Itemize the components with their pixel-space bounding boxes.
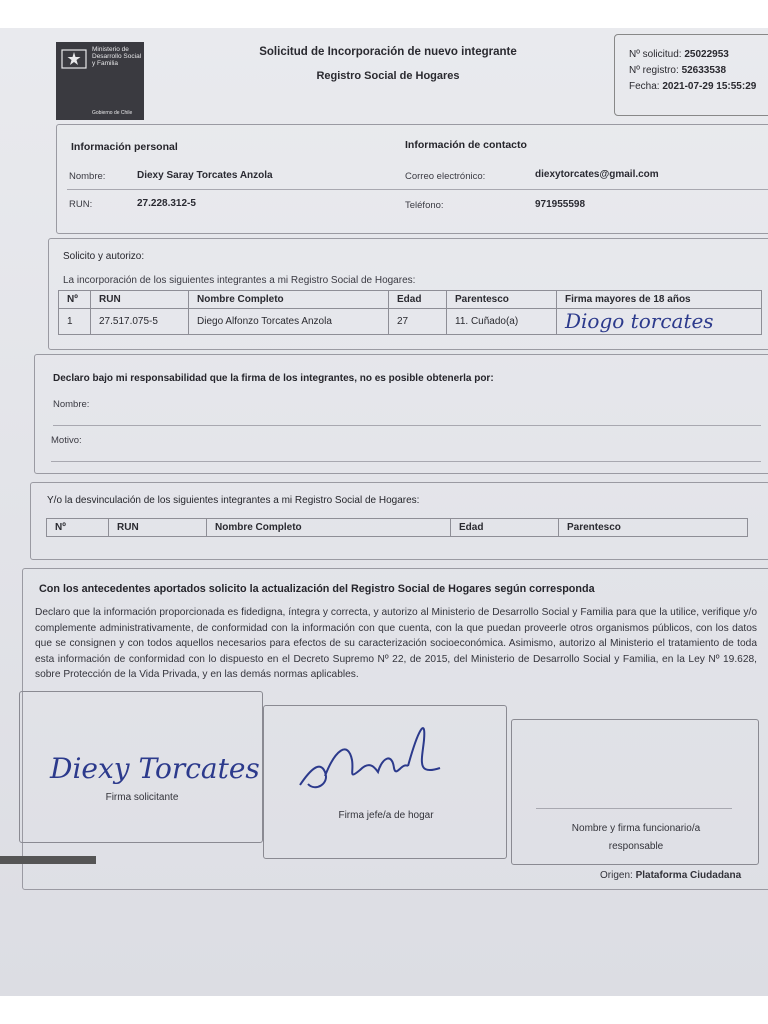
funcionario-signature-line — [536, 808, 732, 809]
request-date: Fecha: 2021-07-29 15:55:29 — [629, 81, 757, 92]
member-signature: Diogo torcates — [565, 309, 714, 333]
table-header-row — [59, 291, 762, 309]
request-intro: La incorporación de los siguientes integrantes a mi Registro Social de Hogares: — [63, 275, 416, 286]
update-heading: Con los antecedentes aportados solicito la actualización del Registro Social de Hogares según corresponda — [39, 583, 595, 595]
phone-label: Teléfono: — [405, 200, 444, 211]
cell-firma — [557, 309, 762, 335]
run-label: RUN: — [69, 199, 93, 210]
unlink-heading: Y/o la desvinculación de los siguientes integrantes a mi Registro Social de Hogares: — [47, 495, 420, 506]
unlink-col-edad: Edad — [451, 519, 559, 537]
nombre-value: Diexy Saray Torcates Anzola — [137, 170, 273, 181]
cell-numero: 1 — [59, 309, 91, 335]
solicitante-label: Firma solicitante — [105, 792, 179, 803]
unlink-col-numero: Nº — [47, 519, 109, 537]
personal-info-section — [56, 124, 768, 234]
funcionario-label: Nombre y firma funcionario/a responsable — [571, 823, 701, 852]
integrantes-table — [58, 290, 762, 335]
funcionario-signature-box — [511, 719, 759, 865]
personal-info-heading: Información personal — [71, 141, 178, 153]
unlink-col-nombre: Nombre Completo — [207, 519, 451, 537]
request-heading: Solicito y autorizo: — [63, 251, 145, 262]
jefe-label: Firma jefe/a de hogar — [338, 810, 434, 821]
cell-nombre: Diego Alfonzo Torcates Anzola — [189, 309, 389, 335]
col-edad: Edad — [389, 291, 447, 309]
declaration-motivo-line — [51, 461, 761, 462]
cell-edad: 27 — [389, 309, 447, 335]
chilean-shield-icon — [61, 48, 87, 70]
table-row — [59, 309, 762, 335]
cell-run: 27.517.075-5 — [91, 309, 189, 335]
document-title: Solicitud de Incorporación de nuevo integrante — [259, 46, 517, 58]
legal-paragraph: Declaro que la información proporcionada es fidedigna, íntegra y correcta, y autorizo al Ministerio de Desarrollo Social y Familia para que la utilice, verifique y/o complemente administrativamente, de conformidad con la información con que cuenta, con la que puedan proveerle otros organismos públicos, con los datos que se consignen y con todos aquellos necesarios para efectos de su caracterización socioeconómica. Asimismo, autorizo al Ministerio el tratamiento de toda esta información de conformidad con lo dispuesto en el Decreto Supremo Nº 22, de 2015, del Ministerio de Desarrollo Social y Familia, en la Ley Nº 19.628, sobre Protección de la Vida Privada, y en las demás normas aplicables. — [35, 607, 757, 680]
divider — [67, 189, 768, 190]
government-name: Gobierno de Chile — [92, 110, 133, 116]
col-run: RUN — [91, 291, 189, 309]
scan-edge-bar — [0, 856, 96, 864]
document-page — [0, 28, 768, 996]
update-section — [22, 568, 768, 890]
col-numero: Nº — [59, 291, 91, 309]
cell-parentesco: 11. Cuñado(a) — [447, 309, 557, 335]
declaration-heading: Declaro bajo mi responsabilidad que la firma de los integrantes, no es posible obtenerla por: — [53, 373, 494, 384]
solicitud-number: Nº solicitud: 25022953 — [629, 49, 729, 60]
request-meta-box — [614, 34, 768, 116]
declaration-motivo-label: Motivo: — [51, 435, 82, 446]
document-subtitle: Registro Social de Hogares — [316, 70, 460, 82]
origin-text: Origen: Plataforma Ciudadana — [600, 870, 742, 881]
unlink-col-run: RUN — [109, 519, 207, 537]
jefe-signature — [290, 710, 450, 810]
run-value: 27.228.312-5 — [137, 198, 196, 209]
declaration-nombre-label: Nombre: — [53, 399, 90, 410]
unlink-table — [46, 518, 748, 537]
declaration-nombre-line — [53, 425, 761, 426]
solicitante-signature-box — [19, 691, 263, 843]
declaration-section — [34, 354, 768, 474]
unlink-col-parentesco: Parentesco — [559, 519, 748, 537]
nombre-label: Nombre: — [69, 171, 106, 182]
col-parentesco: Parentesco — [447, 291, 557, 309]
solicitante-signature: Diexy Torcates — [50, 752, 260, 785]
unlink-header-row — [47, 519, 748, 537]
email-label: Correo electrónico: — [405, 171, 486, 182]
ministry-name: Ministerio de Desarrollo Social y Familia — [92, 46, 142, 67]
phone-value: 971955598 — [535, 199, 586, 210]
jefe-signature-box — [263, 705, 507, 859]
registro-number: Nº registro: 52633538 — [629, 65, 727, 76]
ministry-logo — [56, 42, 144, 120]
contact-info-heading: Información de contacto — [405, 139, 527, 151]
col-firma: Firma mayores de 18 años — [557, 291, 762, 309]
email-value: diexytorcates@gmail.com — [535, 169, 659, 180]
col-nombre: Nombre Completo — [189, 291, 389, 309]
